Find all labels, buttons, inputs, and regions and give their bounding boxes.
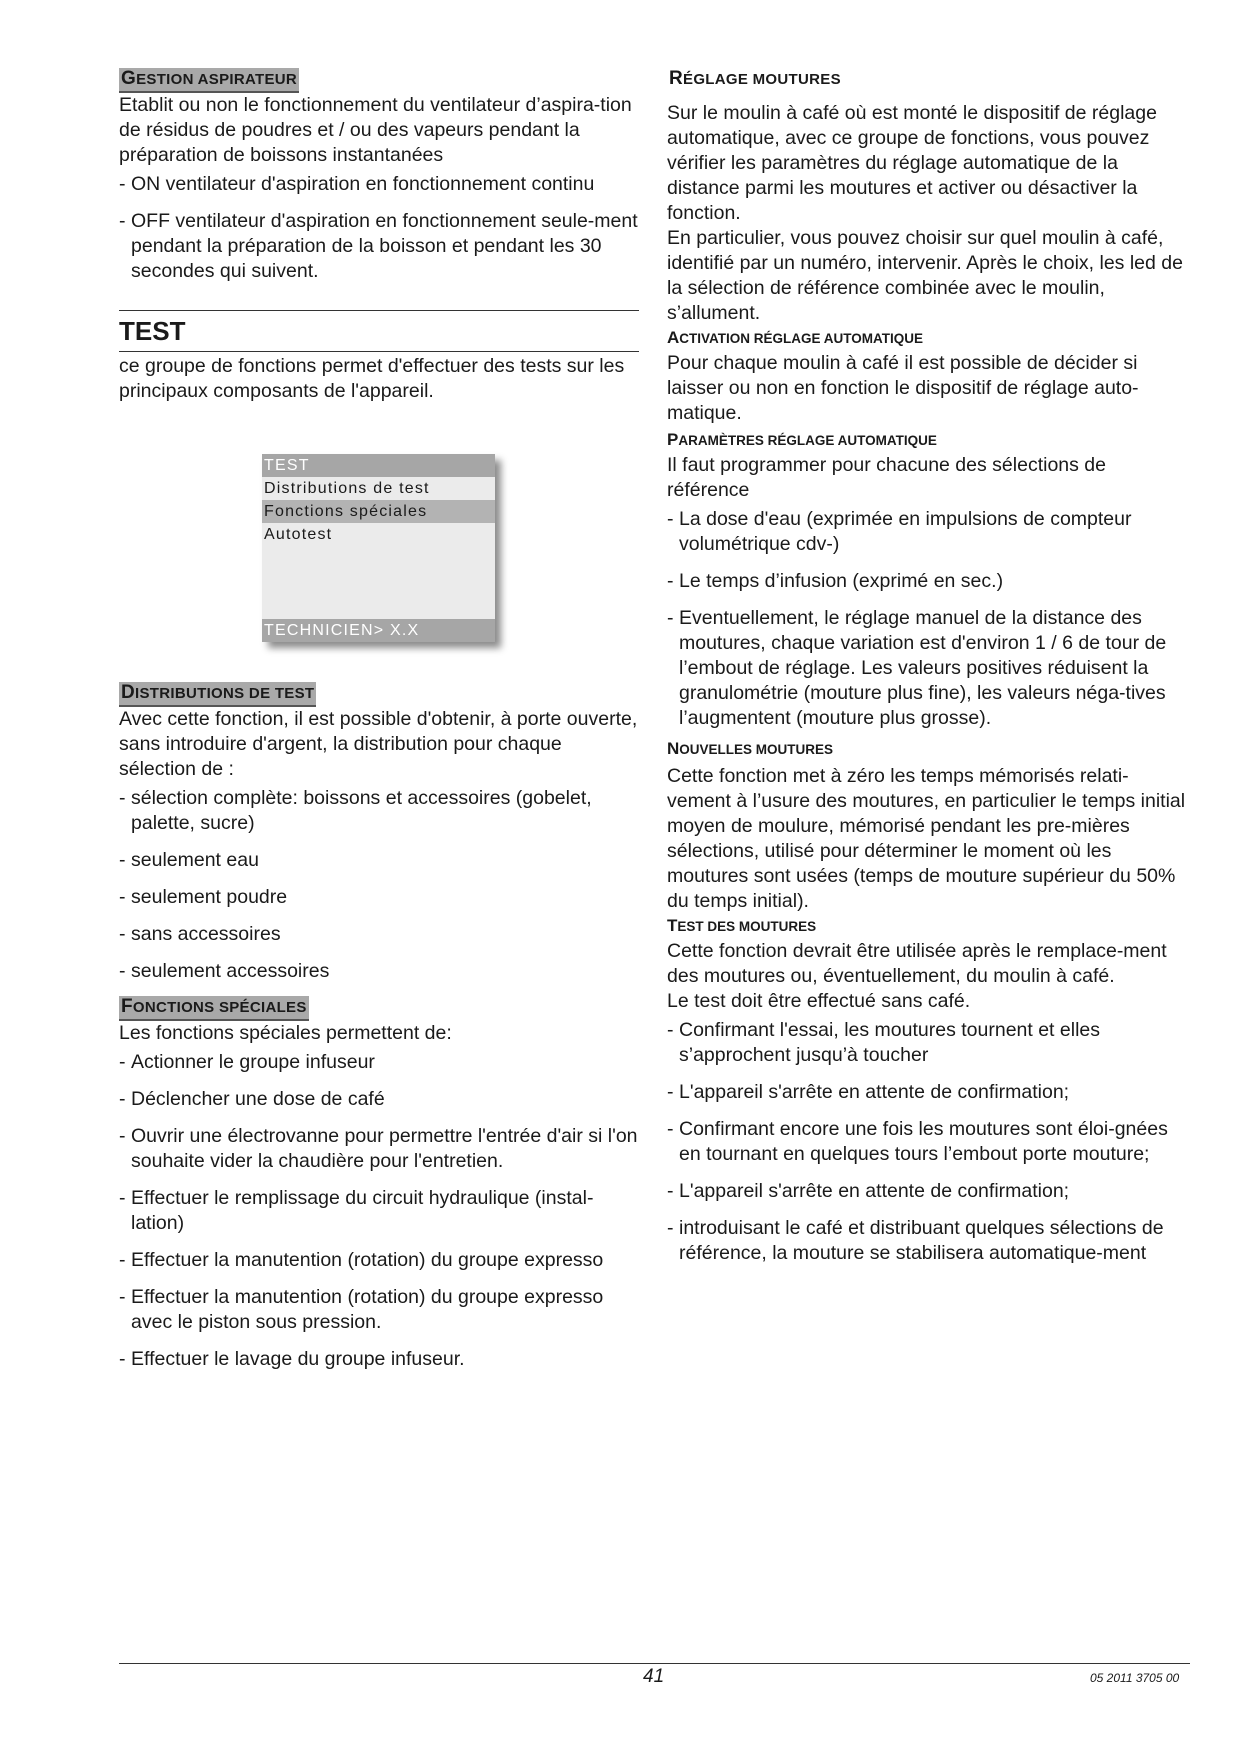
list-item: - sélection complète: boissons et accessoires (gobelet, palette, sucre)	[119, 786, 639, 836]
reglage-p1: Sur le moulin à café où est monté le dispositif de réglage automatique, avec ce groupe de fonctions, vous pouvez vérifier les paramètres du réglage automatique de la distance parmi les moutures et activer ou désactiver la fonction.	[667, 102, 1157, 224]
list-item: - Eventuellement, le réglage manuel de la distance des moutures, chaque variation est d'environ 1 / 6 de tour de l’embout de réglage. Les valeurs positives réduisent la granulométrie (mouture plus fine), les valeurs néga-tives l’augmentent (mouture plus grosse).	[667, 606, 1187, 731]
list-item: - L'appareil s'arrête en attente de confirmation;	[667, 1179, 1187, 1204]
list-item: - Le temps d’infusion (exprimé en sec.)	[667, 569, 1187, 594]
list-item: - Confirmant encore une fois les moutures sont éloi-gnées en tournant en quelques tours l’embout porte mouture;	[667, 1117, 1187, 1167]
display-row-fonctions: Fonctions spéciales	[262, 500, 495, 523]
list-item: - La dose d'eau (exprimée en impulsions de compteur volumétrique cdv-)	[667, 507, 1187, 557]
list-item: - Effectuer le remplissage du circuit hydraulique (instal-lation)	[119, 1186, 639, 1236]
section-title-fonctions-speciales: FONCTIONS SPÉCIALES	[119, 996, 309, 1021]
parametres-list	[667, 507, 1187, 731]
list-item: - seulement eau	[119, 848, 639, 873]
subsection-title-test-moutures: TEST DES MOUTURES	[667, 916, 817, 935]
list-item: - Effectuer le lavage du groupe infuseur.	[119, 1347, 639, 1372]
testmoutures-p1: Cette fonction devrait être utilisée après le remplace-ment des moutures ou, éventuellement, du moulin à café.	[667, 940, 1167, 987]
footer-divider	[119, 1663, 1190, 1664]
test-intro: ce groupe de fonctions permet d'effectuer des tests sur les principaux composants de l'appareil.	[119, 355, 625, 402]
testmoutures-p2: Le test doit être effectué sans café.	[667, 990, 971, 1012]
section-title-gestion-aspirateur: GESTION ASPIRATEUR	[119, 68, 299, 93]
right-column	[667, 66, 1187, 1266]
parametres-intro: Il faut programmer pour chacune des sélections de référence	[667, 454, 1106, 501]
section-title-reglage-moutures: RÉGLAGE MOUTURES	[669, 68, 841, 89]
display-footer: TECHNICIEN> X.X	[262, 619, 495, 642]
left-column	[119, 66, 639, 1372]
testmoutures-list	[667, 1018, 1187, 1266]
display-title: TEST	[262, 454, 495, 477]
section-title-test: TEST	[119, 310, 639, 352]
list-item: - Déclencher une dose de café	[119, 1087, 639, 1112]
list-item: - Confirmant l'essai, les moutures tournent et elles s’approchent jusqu’à toucher	[667, 1018, 1187, 1068]
section-title-distributions: DISTRIBUTIONS DE TEST	[119, 682, 316, 707]
display-row-distributions: Distributions de test	[264, 480, 430, 497]
distributions-intro: Avec cette fonction, il est possible d'obtenir, à porte ouverte, sans introduire d'argent, la distribution pour chaque sélection de :	[119, 708, 638, 780]
distributions-list	[119, 786, 639, 984]
list-item: - Ouvrir une électrovanne pour permettre l'entrée d'air si l'on souhaite vider la chaudière pour l'entretien.	[119, 1124, 639, 1174]
list-item: - Actionner le groupe infuseur	[119, 1050, 639, 1075]
subsection-title-parametres: PARAMÈTRES RÉGLAGE AUTOMATIQUE	[667, 430, 937, 449]
list-item: - Effectuer la manutention (rotation) du groupe expresso	[119, 1248, 639, 1273]
display-row-autotest: Autotest	[264, 526, 333, 543]
activation-text: Pour chaque moulin à café il est possible de décider si laisser ou non en fonction le dispositif de réglage auto-matique.	[667, 352, 1139, 424]
document-code: 05 2011 3705 00	[1090, 1671, 1180, 1685]
fonctions-list	[119, 1050, 639, 1372]
list-item: - L'appareil s'arrête en attente de confirmation;	[667, 1080, 1187, 1105]
list-item: - Effectuer la manutention (rotation) du groupe expresso avec le piston sous pression.	[119, 1285, 639, 1335]
reglage-p2: En particulier, vous pouvez choisir sur quel moulin à café, identifié par un numéro, intervenir. Après le choix, les led de la sélection de référence combinée avec le moulin, s’allument.	[667, 227, 1183, 324]
list-item: - seulement poudre	[119, 885, 639, 910]
list-item: - seulement accessoires	[119, 959, 639, 984]
list-item: - introduisant le café et distribuant quelques sélections de référence, la mouture se stabilisera automatique-ment	[667, 1216, 1187, 1266]
subsection-title-activation: ACTIVATION RÉGLAGE AUTOMATIQUE	[667, 328, 924, 347]
fonctions-intro: Les fonctions spéciales permettent de:	[119, 1022, 452, 1044]
list-item: - OFF ventilateur d'aspiration en fonctionnement seule-ment pendant la préparation de la boisson et pendant les 30 secondes qui suivent.	[119, 209, 639, 284]
list-item: - sans accessoires	[119, 922, 639, 947]
subsection-title-nouvelles: NOUVELLES MOUTURES	[667, 739, 834, 758]
list-item: - ON ventilateur d'aspiration en fonctionnement continu	[119, 172, 639, 197]
gestion-intro: Etablit ou non le fonctionnement du ventilateur d’aspira-tion de résidus de poudres et / ou des vapeurs pendant la préparation de boissons instantanées	[119, 94, 632, 166]
page-number: 41	[643, 1666, 665, 1687]
gestion-list	[119, 172, 639, 284]
test-menu-display	[262, 454, 495, 642]
nouvelles-text: Cette fonction met à zéro les temps mémorisés relati-vement à l’usure des moutures, en particulier le temps initial moyen de moulure, mémorisé pendant les pre-mières sélections, utilisé pour déterminer le moment où les moutures sont usées (temps de mouture supérieur du 50% du temps initial).	[667, 765, 1186, 912]
